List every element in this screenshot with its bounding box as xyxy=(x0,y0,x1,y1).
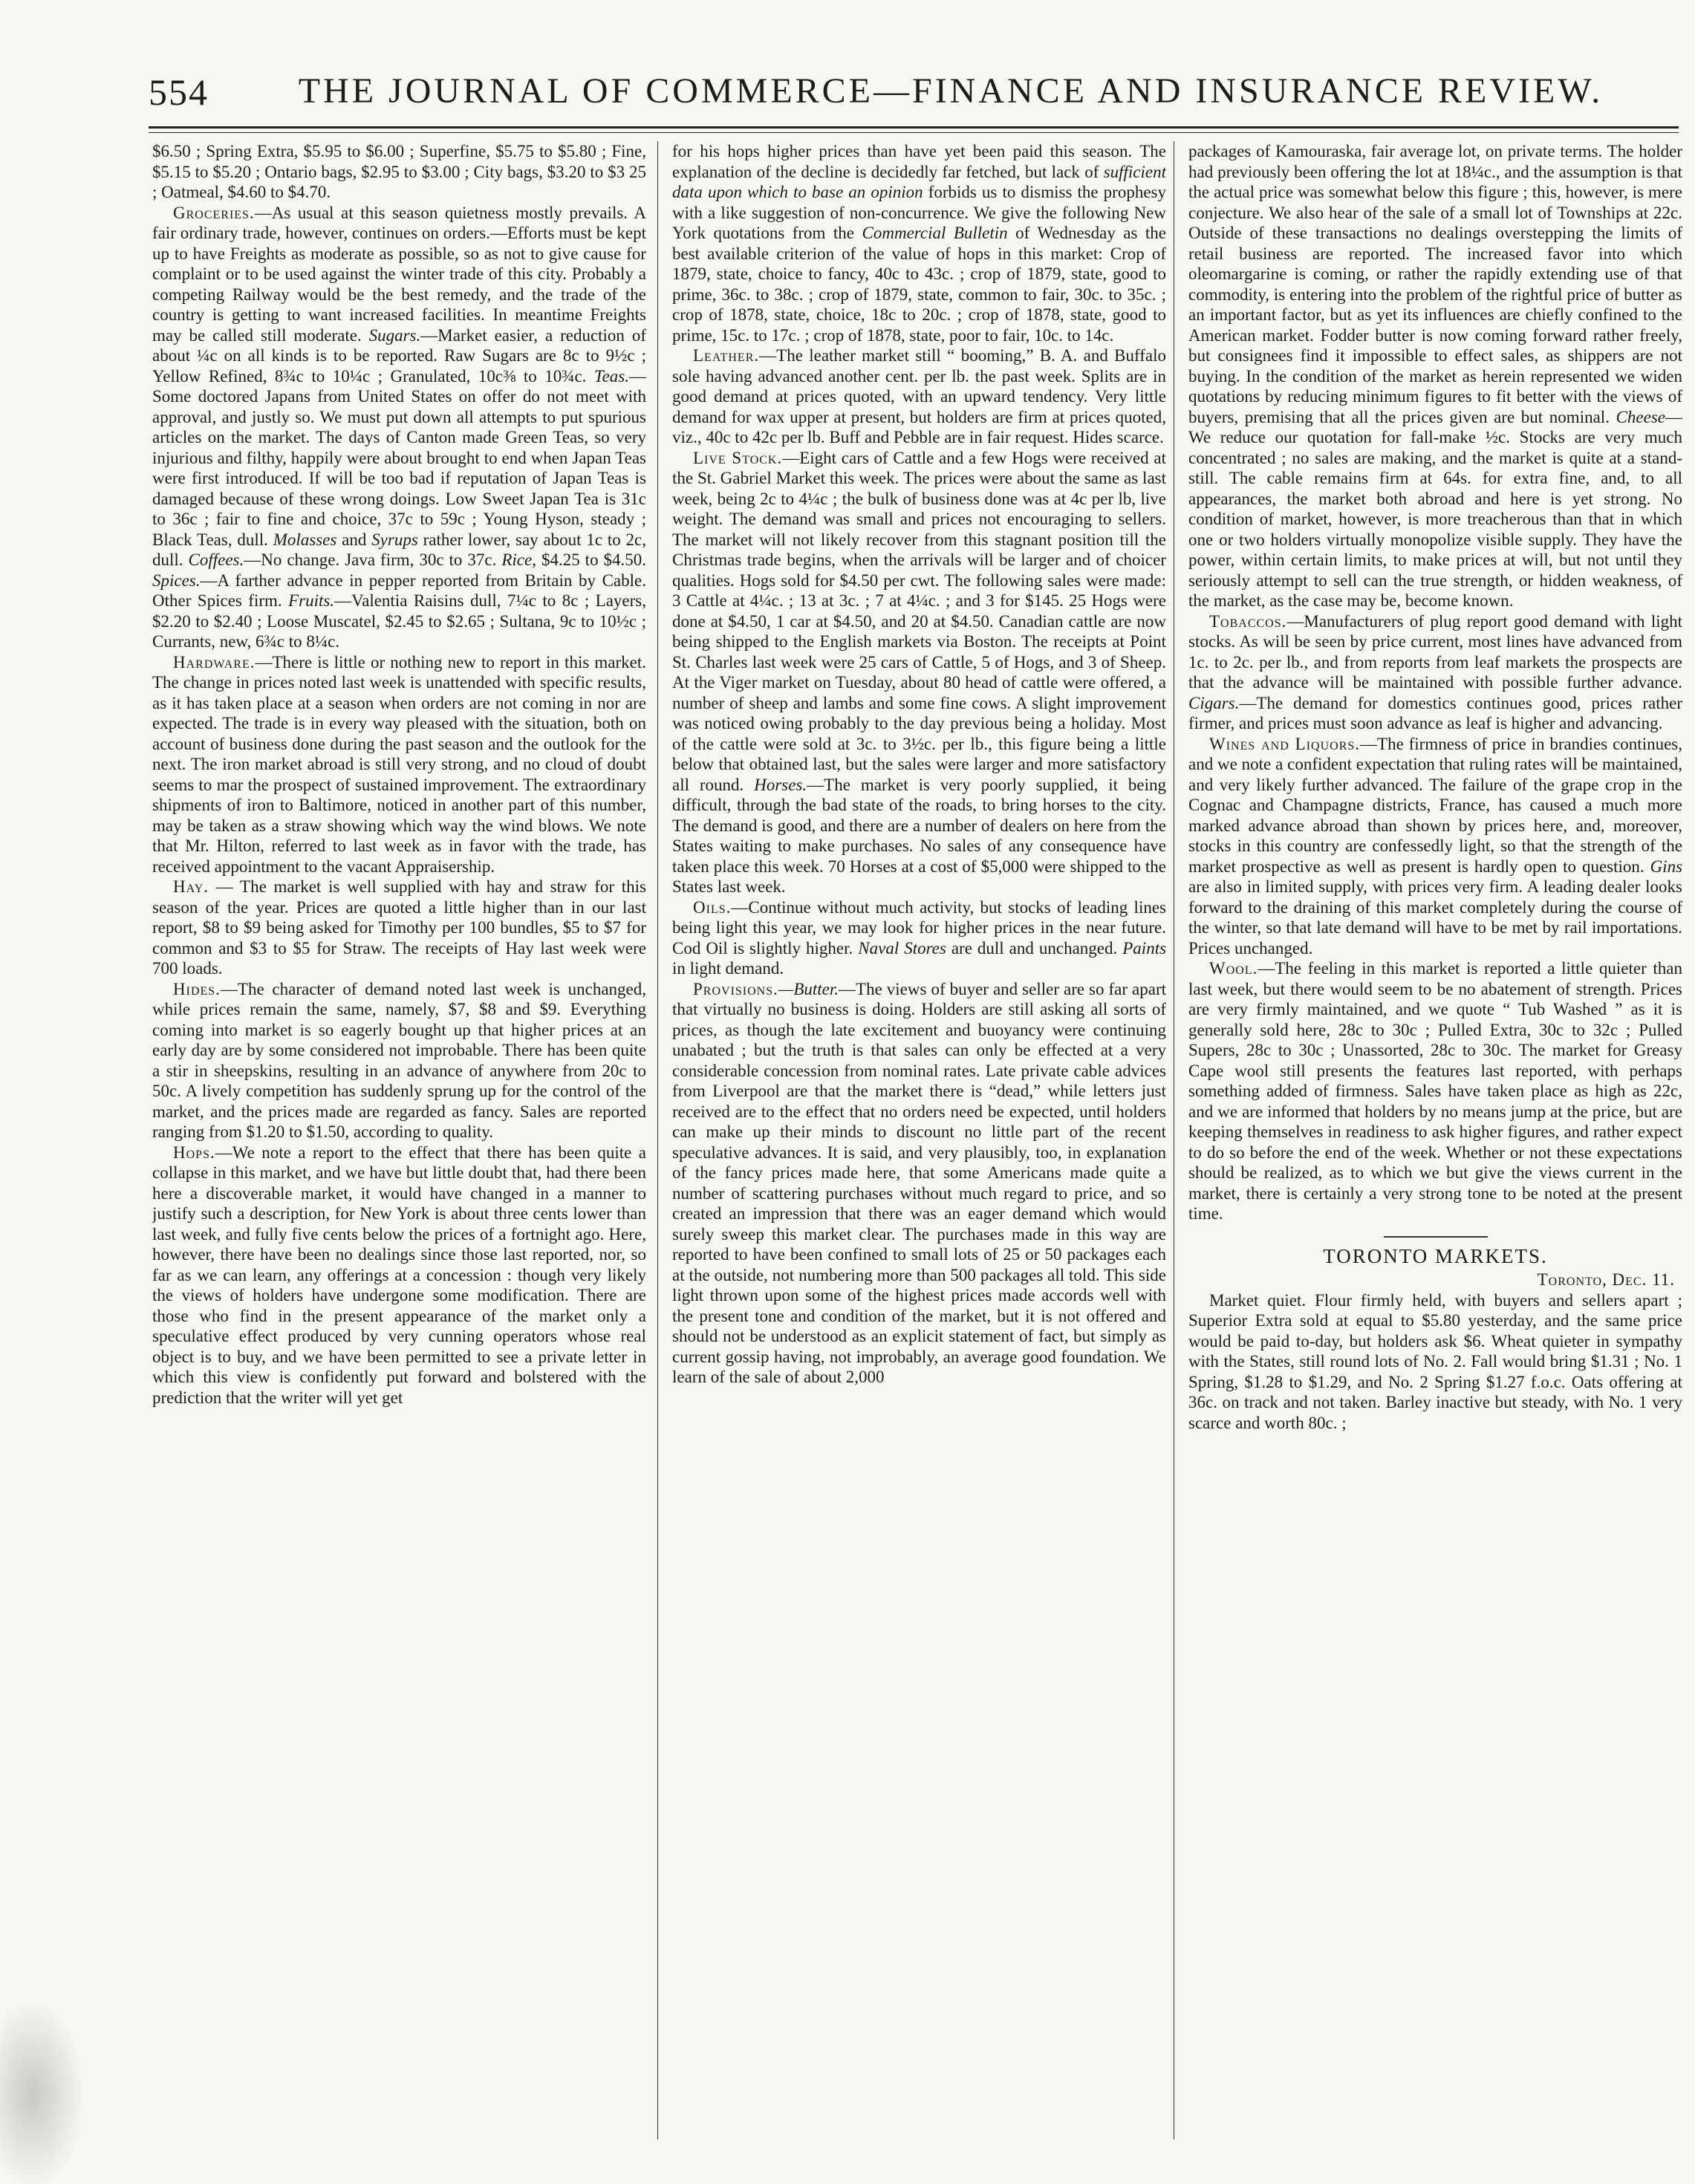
subhead-cheese: Cheese xyxy=(1616,407,1666,426)
section-head-live-stock: Live Stock. xyxy=(693,448,783,467)
subhead-spices: Spices. xyxy=(152,571,201,590)
header-rule-thick xyxy=(149,126,1679,129)
subhead-gins: Gins xyxy=(1650,857,1682,876)
subhead-fruits: Fruits. xyxy=(288,591,335,610)
section-head-hides: Hides. xyxy=(173,979,221,998)
paragraph-leather: Leather.—The leather market still “ booming,” B. A. and Buffalo sole having advanced another cent. per lb. the past week. Splits are in good demand at prices quoted, with an upward tendency. Very little demand for wax upper at present, but holders are firm at prices quoted, viz., 40c to 42c per lb. Buff and Pebble are in fair request. Hides scarce. xyxy=(672,346,1166,446)
section-head-hay: Hay. xyxy=(173,877,209,896)
subhead-rice: Rice, xyxy=(501,550,536,569)
subhead-paints: Paints xyxy=(1122,938,1166,958)
paragraph-groceries: Groceries.—As usual at this season quietness mostly prevails. A fair ordinary trade, however, continues on orders.—Efforts must be kept up to have Freights as moderate as possible, so as not to give cause for complaint or to be used against the winter trade of this city. Probably a competing Railway would be the best remedy, and the trade of the country is getting to want increased facilities. In meantime Freights may be called still moderate. Sugars.—Market easier, a reduction of about ¼c on all kinds is to be reported. Raw Sugars are 8c to 9½c ; Yellow Refined, 8¾c to 10¼c ; Granulated, 10c⅜ to 10¾c. Teas.—Some doctored Japans from United States on offer do not meet with approval, and justly so. We must put down all attempts to put spurious articles on the market. The days of Canton made Green Teas, so very injurious and filthy, happily were about brought to end when Japan Teas were first introduced. If will be too bad if reputation of Japan Teas is damaged because of these wrong doings. Low Sweet Japan Tea is 31c to 36c ; fair to fine and choice, 37c to 59c ; Young Hyson, steady ; Black Teas, dull. Molasses and Syrups rather lower, say about 1c to 2c, dull. Coffees.—No change. Java firm, 30c to 37c. Rice, $4.25 to $4.50. Spices.—A farther advance in pepper reported from Britain by Cable. Other Spices firm. Fruits.—Valentia Raisins dull, 7¼c to 8c ; Layers, $2.20 to $2.40 ; Loose Muscatel, $2.45 to $2.65 ; Sultana, 9c to 10½c ; Currants, new, 6¾c to 8¼c. xyxy=(152,203,646,651)
paragraph-live-stock: Live Stock.—Eight cars of Cattle and a few Hogs were received at the St. Gabriel Market this week. The prices were about the same as last week, being 2c to 4¼c ; the bulk of business done was at 4c per lb, live weight. The demand was small and prices not encouraging to sellers. The market will not likely recover from this stagnant position till the Christmas trade begins, when the arrivals will be larger and of choicer qualities. Hogs sold for $4.50 per cwt. The following sales were made: 3 Cattle at 4¼c. ; 13 at 3c. ; 7 at 4¼c. ; and 3 for $145. 25 Hogs were done at $4.50, 1 car at $4.50, and 20 at $4.50. Canadian cattle are now being shipped to the English markets via Boston. The receipts at Point St. Charles last week were 25 cars of Cattle, 5 of Hogs, and 3 of Sheep. At the Viger market on Tuesday, about 80 head of cattle were offered, a number of sheep and lambs and some fine cows. A slight improvement was noticed owing probably to the day previous being a holiday. Most of the cattle were sold at 3c. to 3½c. per lb., this figure being a little below that obtained last, but the sales were larger and more satisfactory all round. Horses.—The market is very poorly supplied, it being difficult, through the bad state of the roads, to bring horses to the city. The demand is good, and there are a number of dealers on here from the States waiting to make purchases. No sales of any consequence have taken place this week. 70 Horses at a cost of $5,000 were shipped to the States last week. xyxy=(672,448,1166,896)
paragraph-hides: Hides.—The character of demand noted last week is unchanged, while prices remain the same, namely, $7, $8 and $9. Everything coming into market is so eagerly bought up that higher prices at an early day are by some considered not improbable. There has been quite a stir in sheepskins, resulting in an advance of anywhere from 20c to 50c. A lively competition has suddenly sprung up for the control of the market, and the prices made are regarded as fancy. Sales are reported ranging from $1.20 to $1.50, according to quality. xyxy=(152,979,646,1141)
paragraph-hops: Hops.—We note a report to the effect that there has been quite a collapse in this market, and we have but little doubt that, had there been here a discoverable market, it would have changed in a manner to justify such a description, for New York is about three cents lower than last week, and fully five cents below the prices of a fortnight ago. Here, however, there have been no dealings since those last reported, nor, so far as we can learn, any offerings at a concession : though very likely the views of holders have undergone some modification. There are those who find in the present appearance of the market only a speculative effect produced by very cunning operators whose real object is to buy, and we have been permitted to see a private letter in which this view is confidently put forward and bolstered with the prediction that the writer will yet get xyxy=(152,1143,646,1407)
subhead-cigars: Cigars. xyxy=(1188,693,1240,712)
paragraph-wines-liquors: Wines and Liquors.—The firmness of price in brandies continues, and we note a confident expectation that ruling rates will be maintained, and very likely further advanced. The failure of the grape crop in the Cognac and Champagne districts, France, has caused a much more marked advance abroad than shown by prices here, and, moreover, stocks in this country are confessedly light, so that the strength of the market prospective as well as present is hardly open to question. Gins are also in limited supply, with prices very firm. A leading dealer looks forward to the draining of this market completely during the course of the winter, so that late demand will have to be met by rail importations. Prices unchanged. xyxy=(1188,734,1682,958)
toronto-markets-heading: TORONTO MARKETS. xyxy=(1323,1244,1548,1267)
subhead-sugars: Sugars. xyxy=(368,325,421,345)
text-column-1 xyxy=(152,141,646,2162)
toronto-dateline: Toronto, Dec. 11. xyxy=(1537,1270,1675,1289)
text-column-2 xyxy=(672,141,1166,2162)
subhead-naval-stores: Naval Stores xyxy=(858,938,946,958)
section-head-wool: Wool. xyxy=(1209,959,1258,978)
section-divider xyxy=(1384,1236,1488,1238)
page-number: 554 xyxy=(149,71,209,113)
text-column-3 xyxy=(1188,141,1682,2162)
column-divider xyxy=(657,141,658,2139)
journal-title: THE JOURNAL OF COMMERCE—FINANCE AND INSURANCE REVIEW. xyxy=(298,71,1604,111)
page-header xyxy=(149,71,1679,123)
publication-name: Commercial Bulletin xyxy=(862,224,1008,242)
subhead-syrups: Syrups xyxy=(371,530,418,549)
paragraph-hay: Hay. — The market is well supplied with hay and straw for this season of the year. Prices are quoted a little higher than in our last report, $8 to $9 being asked for Timothy per 100 bundles, $5 to $7 for common and $3 to $5 for Straw. The receipts of Hay last week were 700 loads. xyxy=(152,877,646,978)
paragraph-butter-continued: packages of Kamouraska, fair average lot, on private terms. The holder had previously been offering the lot at 18¼c., and the assumption is that the actual price was somewhat below this figure ; this, however, is mere conjecture. We also hear of the sale of a small lot of Townships at 22c. Outside of these transactions no dealings overstepping the limits of retail business are reported. The increased favor into which oleomargarine is coming, or rather the rapidly extending use of that commodity, is entering into the problem of the rightful price of butter as an important factor, but as yet its influences are chiefly confined to the American market. Fodder butter is now coming forward rather freely, but consignees find it impossible to effect sales, as shippers are not buying. In the condition of the market as herein represented we widen quotations by reducing minimum figures to fit better with the views of buyers, premising that all the prices given are but nominal. Cheese—We reduce our quotation for fall-make ½c. Stocks are very much concentrated ; no sales are making, and the market is quite at a stand-still. The cable remains firm at 64s. for extra fine, and, to all appearances, the market both abroad and here is yet strong. No condition of market, however, is more treacherous than that in which one or two holders virtually monopolize visible supply. They have the power, within certain limits, to make prices at will, but not until they seriously attempt to sell can the true strength, or hidden weakness, of the market, as the case may be, become known. xyxy=(1188,142,1682,610)
subhead-molasses: Molasses xyxy=(273,530,337,549)
paragraph-toronto-markets: Market quiet. Flour firmly held, with buyers and sellers apart ; Superior Extra sold at equal to $5.80 yesterday, and the same price would be paid to-day, but holders ask $6. Wheat quieter in sympathy with the States, still round lots of No. 2. Fall would bring $1.31 ; No. 1 Spring, $1.28 to $1.29, and No. 2 Spring $1.27 f.o.c. Oats offering at 36c. on track and not taken. Barley inactive but steady, with No. 1 very scarce and worth 80c. ; xyxy=(1188,1290,1682,1432)
paragraph-oils: Oils.—Continue without much activity, but stocks of leading lines being light this year, we may look for higher prices in the near future. Cod Oil is slightly higher. Naval Stores are dull and unchanged. Paints in light demand. xyxy=(672,897,1166,978)
section-head-wines-liquors: Wines and Liquors. xyxy=(1209,734,1361,753)
paragraph-provisions: Provisions.—Butter.—The views of buyer and seller are so far apart that virtually no business is doing. Holders are still asking all sorts of prices, as though the late excitement and buoyancy were continuing unabated ; but the truth is that sales can only be effected at a very considerable concession from nominal rates. Late private cable advices from Liverpool are that the market there is “dead,” while letters just received are to the effect that no orders need be expected, until holders can make up their minds to discount no little part of the recent speculative advances. It is said, and very plausibly, too, in explanation of the fancy prices made here, that some Americans made quite a number of scattering purchases without much regard to price, and so created an impression that there was an eager demand which would surely sweep this market clear. The purchases made in this way are reported to have been confined to small lots of 25 or 50 packages each at the outside, not numbering more than 500 packages all told. This side light thrown upon some of the highest prices made accords well with the present tone and condition of the market, but it is not offered and should not be understood as an explicit statement of fact, but simply as current gossip having, not improbably, an average good foundation. We learn of the sale of about 2,000 xyxy=(672,979,1166,1386)
section-head-hops: Hops. xyxy=(173,1143,215,1162)
paragraph-hops-continued: for his hops higher prices than have yet been paid this season. The explanation of the decline is decidedly far fetched, but lack of sufficient data upon which to base an opinion forbids us to dismiss the prophesy with a like suggestion of non-concurrence. We give the following New York quotations from the Commercial Bulletin of Wednesday as the best available criterion of the value of hops in this market: Crop of 1879, state, choice to fancy, 40c to 43c. ; crop of 1879, state, good to prime, 36c. to 38c. ; crop of 1879, state, common to fair, 30c. to 35c. ; crop of 1878, state, choice, 18c to 20c. ; crop of 1878, state, good to prime, 15c. to 17c. ; crop of 1878, state, poor to fair, 10c. to 14c. xyxy=(672,142,1166,345)
section-head-groceries: Groceries. xyxy=(173,203,255,222)
header-rule-thin xyxy=(149,132,1679,133)
section-head-leather: Leather. xyxy=(693,346,760,365)
paragraph-flour-continued: $6.50 ; Spring Extra, $5.95 to $6.00 ; Superfine, $5.75 to $5.80 ; Fine, $5.15 to $5.20 ; Ontario bags, $2.95 to $3.00 ; City bags, $3.20 to $3 25 ; Oatmeal, $4.60 to $4.70. xyxy=(152,142,646,201)
paragraph-tobaccos: Tobaccos.—Manufacturers of plug report good demand with light stocks. As will be seen by price current, most lines have advanced from 1c. to 2c. per lb., and from reports from leaf markets the prospects are that the advance will be maintained with possible further advance. Cigars.—The demand for domestics continues good, prices rather firmer, and prices must soon advance as leaf is higher and advancing. xyxy=(1188,611,1682,732)
section-head-oils: Oils. xyxy=(693,897,732,917)
subhead-coffees: Coffees. xyxy=(188,550,244,569)
section-head-provisions: Provisions. xyxy=(693,979,778,998)
paragraph-wool: Wool.—The feeling in this market is reported a little quieter than last week, but there would seem to be no abatement of strength. Prices are very firmly maintained, and we quote “ Tub Washed ” as it is generally sold here, 28c to 30c ; Pulled Extra, 30c to 32c ; Pulled Supers, 28c to 30c ; Unassorted, 28c to 30c. The market for Greasy Cape wool still presents the features last reported, with perhaps something added of firmness. Sales have taken place as high as 22c, and we are informed that holders by no means jump at the price, but are keeping themselves in readiness to ask higher figures, and rather expect to do so before the end of the week. Whether or not these expectations should be realized, as to which we but give the views current in the market, there is certainly a very strong tone to be noted at the present time. xyxy=(1188,959,1682,1223)
section-head-tobaccos: Tobaccos. xyxy=(1209,611,1287,631)
subhead-teas: Teas. xyxy=(593,366,629,386)
scan-smudge xyxy=(0,2006,82,2184)
paragraph-hardware: Hardware.—There is little or nothing new to report in this market. The change in prices noted last week is unattended with specific results, as it has taken place at a season when orders are not coming in nor are expected. The trade is in every way pleased with the situation, both on account of business done during the past season and the outlook for the next. The iron market abroad is still very strong, and no cloud of doubt seems to mar the prospect of sustained improvement. The extraordinary shipments of iron to Baltimore, noticed in another part of this number, may be taken as a straw showing which way the wind blows. We note that Mr. Hilton, referred to last week as in favor with the trade, has received appointment to the vacant Appraisership. xyxy=(152,652,646,876)
subhead-butter: —Butter. xyxy=(778,979,839,998)
section-head-hardware: Hardware. xyxy=(173,652,256,672)
subhead-horses: Horses. xyxy=(754,775,807,794)
